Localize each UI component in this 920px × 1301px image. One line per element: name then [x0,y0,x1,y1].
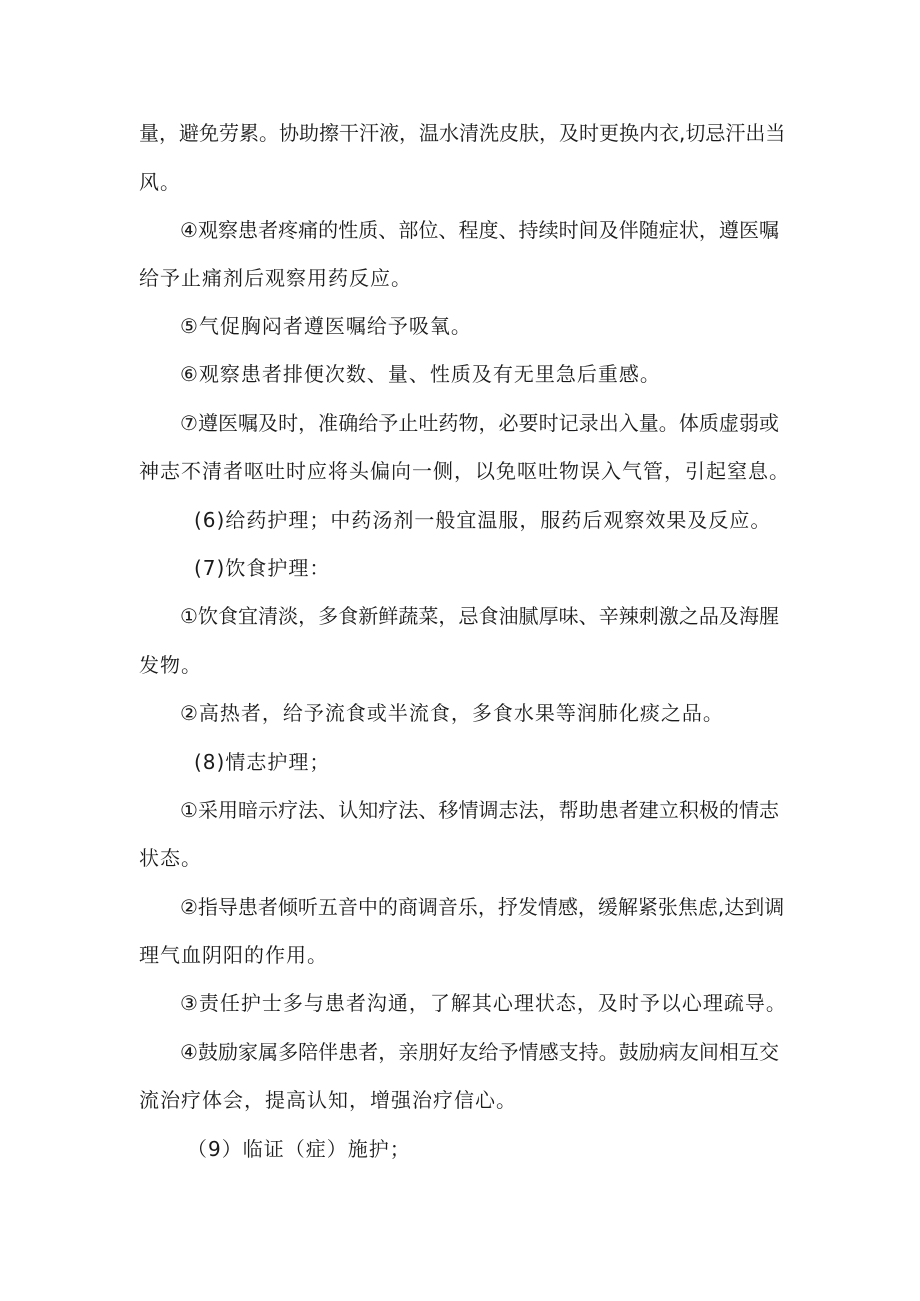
text-line: ①饮食宜清淡，多食新鲜蔬菜，忌食油腻厚味、辛辣刺激之品及海腥 [180,604,779,628]
text-line: ④观察患者疼痛的性质、部位、程度、持续时间及伴随症状，遵医嘱 [180,218,779,242]
text-line: 状态。 [139,846,202,870]
text-line: ①采用暗示疗法、认知疗法、移情调志法，帮助患者建立积极的情志 [180,798,779,822]
text-line: (8)情志护理； [194,750,331,774]
text-line: ④鼓励家属多陪伴患者，亲朋好友给予情感支持。鼓励病友间相互交 [180,1040,779,1064]
text-line: ②高热者，给予流食或半流食，多食水果等润肺化痰之品。 [180,701,724,725]
text-line: 给予止痛剂后观察用药反应。 [139,266,412,290]
text-line: 理气血阴阳的作用。 [139,943,328,967]
section-heading: （9）临证（症）施护； [187,1137,411,1161]
text-line: ⑥观察患者排便次数、量、性质及有无里急后重感。 [180,362,661,386]
text-line: 量，避免劳累。协助擦干汗液，温水清洗皮肤，及时更换内衣,切忌汗出当 [139,121,786,145]
text-line: ②指导患者倾听五音中的商调音乐，抒发情感，缓解紧张焦虑,达到调 [180,895,785,919]
text-line: ③责任护士多与患者沟通，了解其心理状态，及时予以心理疏导。 [180,991,787,1015]
text-line: 神志不清者呕吐时应将头偏向一侧，以免呕吐物误入气管，引起窒息。 [139,459,790,483]
text-line: (7)饮食护理： [194,556,331,580]
text-line: (6)给药护理；中药汤剂一般宜温服，服药后观察效果及反应。 [194,508,772,532]
text-line: 风。 [139,170,181,194]
text-line: ⑦遵医嘱及时，准确给予止吐药物，必要时记录出入量。体质虚弱或 [180,411,779,435]
text-line: 流治疗体会，提高认知，增强治疗信心。 [139,1088,517,1112]
text-line: ⑤气促胸闷者遵医嘱给予吸氧。 [180,314,472,338]
text-line: 发物。 [139,653,202,677]
